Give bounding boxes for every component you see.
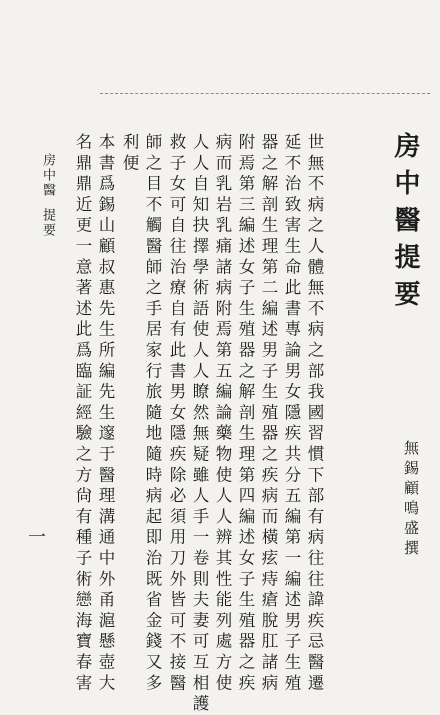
text-column: 器之解剖生理第二編述男子生殖器之疾病而橫痃痔瘡脫肛諸病 bbox=[259, 133, 278, 695]
text-column: 病而乳岩乳痛諸病附焉第五編論藥物使人人辨其性能列處方使 bbox=[213, 133, 232, 695]
text-column: 利便 bbox=[120, 133, 139, 175]
text-column: 人人自知抉擇學術語使人人瞭然無疑雖人手一卷則夫妻可互相護 bbox=[190, 133, 209, 715]
author-line: 無錫顧鳴盛撰 bbox=[402, 440, 420, 560]
text-column: 師之目不觸醫師之手居家行旅隨地隨時病起即治既省金錢又多 bbox=[143, 133, 162, 695]
text-column: 附焉第三編述女子生殖器之解剖生理第四編述女子生殖器之疾 bbox=[236, 133, 255, 695]
top-dashed-rule bbox=[100, 93, 430, 94]
page-title: 房中醫提要 bbox=[390, 132, 420, 317]
text-column: 名鼎鼎近更一意著述此爲臨証經驗之方尙有種子術戀海寶春害 bbox=[73, 133, 92, 695]
footer-section: 提要 bbox=[40, 208, 55, 238]
text-column: 延不治致害生命此書專論男女隱疾共分五編第一編述男子生殖 bbox=[282, 133, 301, 695]
text-column: 本書爲錫山顧叔惠先生所編先生邃于醫理溝通中外甬滬懸壺大 bbox=[96, 133, 115, 695]
page-number: 一 bbox=[28, 527, 46, 548]
text-column: 救子女可自往治療自有此書男女隱疾除必須用刀外皆可不接醫 bbox=[167, 133, 186, 695]
text-column: 世無不病之人體無不病之部我國習慣下部有病往往諱疾忌醫遷 bbox=[305, 133, 324, 695]
running-footer bbox=[41, 153, 54, 238]
footer-book-title: 房中醫 bbox=[40, 153, 55, 198]
